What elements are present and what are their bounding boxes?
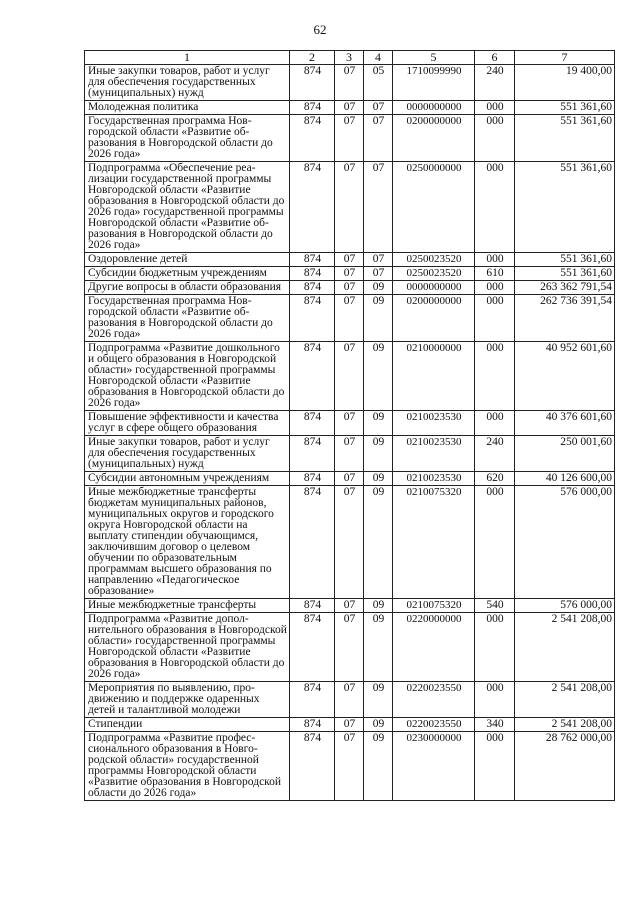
header-col-3: 3 [335,51,364,65]
row-pr: 09 [364,295,393,342]
row-ved: 874 [290,472,335,486]
row-vr: 240 [475,436,515,472]
row-ved: 874 [290,342,335,411]
table-row [85,253,615,267]
header-col-2: 2 [290,51,335,65]
table-row [85,613,615,682]
row-ved: 874 [290,267,335,281]
row-ved: 874 [290,613,335,682]
row-csr: 0000000000 [393,281,475,295]
row-vr: 540 [475,599,515,613]
row-sum: 551 361,60 [515,267,615,281]
row-pr: 05 [364,65,393,101]
table-row [85,718,615,732]
row-ved: 874 [290,599,335,613]
row-sum: 2 541 208,00 [515,613,615,682]
header-col-5: 5 [393,51,475,65]
row-sum: 40 952 601,60 [515,342,615,411]
row-sum: 576 000,00 [515,486,615,599]
row-ved: 874 [290,411,335,436]
row-csr: 0210075320 [393,486,475,599]
row-csr: 0250000000 [393,162,475,253]
row-sum: 551 361,60 [515,115,615,162]
row-pr: 09 [364,486,393,599]
row-sum: 250 001,60 [515,436,615,472]
table-row [85,295,615,342]
row-vr: 610 [475,267,515,281]
header-row [85,51,615,65]
row-ved: 874 [290,436,335,472]
table-row [85,342,615,411]
table-row [85,281,615,295]
table-row [85,599,615,613]
row-name: Подпрограмма «Развитие дополнительного образования в Новгородской области» государственной программы Новгородской области «Развитие образования в Новгородской области до 2026 года» [85,613,290,682]
row-csr: 0220000000 [393,613,475,682]
row-vr: 000 [475,101,515,115]
row-rz: 07 [335,342,364,411]
row-pr: 09 [364,613,393,682]
row-csr: 0250023520 [393,267,475,281]
row-pr: 09 [364,342,393,411]
row-csr: 0000000000 [393,101,475,115]
header-col-6: 6 [475,51,515,65]
row-name: Другие вопросы в области образования [85,281,290,295]
row-vr: 000 [475,281,515,295]
row-pr: 09 [364,732,393,801]
row-rz: 07 [335,65,364,101]
row-name: Субсидии автономным учреждениям [85,472,290,486]
row-rz: 07 [335,281,364,295]
row-rz: 07 [335,613,364,682]
row-csr: 0220023550 [393,718,475,732]
row-csr: 0220023550 [393,682,475,718]
row-csr: 0210000000 [393,342,475,411]
table-row [85,162,615,253]
row-name: Иные закупки товаров, работ и услуг для обеспечения государственных (муниципальных) нужд [85,436,290,472]
row-sum: 263 362 791,54 [515,281,615,295]
row-ved: 874 [290,682,335,718]
row-ved: 874 [290,718,335,732]
row-csr: 0210075320 [393,599,475,613]
table-row [85,732,615,801]
row-rz: 07 [335,115,364,162]
table-row [85,682,615,718]
row-pr: 07 [364,162,393,253]
row-name: Мероприятия по выявлению, продвижению и поддержке одаренных детей и талантливой молодежи [85,682,290,718]
header-col-7: 7 [515,51,615,65]
row-csr: 0210023530 [393,436,475,472]
row-vr: 000 [475,486,515,599]
table-row [85,65,615,101]
table-row [85,472,615,486]
row-name: Оздоровление детей [85,253,290,267]
row-sum: 40 126 600,00 [515,472,615,486]
row-rz: 07 [335,162,364,253]
table-row [85,486,615,599]
row-name: Молодежная политика [85,101,290,115]
row-vr: 000 [475,682,515,718]
row-name: Подпрограмма «Развитие дошкольного и общего образования в Новгородской области» государственной программы Новгородской области «Развитие образования в Новгородской области до 2026 года» [85,342,290,411]
row-pr: 09 [364,682,393,718]
row-csr: 1710099990 [393,65,475,101]
row-rz: 07 [335,436,364,472]
row-rz: 07 [335,732,364,801]
row-ved: 874 [290,295,335,342]
row-name: Подпрограмма «Развитие профессионального образования в Новгородской области» государственной программы Новгородской области «Развитие образования в Новгородской области до 2026 года» [85,732,290,801]
row-vr: 000 [475,342,515,411]
row-name: Иные межбюджетные трансферты бюджетам муниципальных районов, муниципальных округов и городского округа Новгородской области на выплату стипендии обучающимся, заключившим договор о целевом обучении по образовательным программам высшего образования по направлению «Педагогическое образование» [85,486,290,599]
row-rz: 07 [335,682,364,718]
row-pr: 09 [364,411,393,436]
row-name: Государственная программа Новгородской области «Развитие образования в Новгородской области до 2026 года» [85,115,290,162]
row-vr: 000 [475,295,515,342]
header-col-4: 4 [364,51,393,65]
row-ved: 874 [290,101,335,115]
row-name: Повышение эффективности и качества услуг в сфере общего образования [85,411,290,436]
row-pr: 09 [364,281,393,295]
table-row [85,411,615,436]
row-sum: 28 762 000,00 [515,732,615,801]
row-sum: 2 541 208,00 [515,718,615,732]
table-row [85,101,615,115]
row-rz: 07 [335,267,364,281]
row-csr: 0230000000 [393,732,475,801]
row-vr: 340 [475,718,515,732]
row-rz: 07 [335,411,364,436]
row-name: Стипендии [85,718,290,732]
row-vr: 000 [475,115,515,162]
row-vr: 000 [475,253,515,267]
row-vr: 620 [475,472,515,486]
row-vr: 000 [475,411,515,436]
row-rz: 07 [335,101,364,115]
row-csr: 0200000000 [393,115,475,162]
table-body [85,65,615,801]
row-csr: 0210023530 [393,411,475,436]
row-sum: 551 361,60 [515,162,615,253]
row-rz: 07 [335,718,364,732]
row-name: Иные закупки товаров, работ и услуг для обеспечения государственных (муниципальных) нужд [85,65,290,101]
row-rz: 07 [335,486,364,599]
row-rz: 07 [335,295,364,342]
budget-table [84,50,615,801]
row-pr: 07 [364,101,393,115]
row-vr: 240 [475,65,515,101]
row-name: Субсидии бюджетным учреждениям [85,267,290,281]
row-name: Иные межбюджетные трансферты [85,599,290,613]
row-sum: 40 376 601,60 [515,411,615,436]
row-csr: 0210023530 [393,472,475,486]
row-ved: 874 [290,281,335,295]
row-rz: 07 [335,599,364,613]
row-rz: 07 [335,472,364,486]
row-ved: 874 [290,162,335,253]
row-ved: 874 [290,65,335,101]
row-sum: 551 361,60 [515,253,615,267]
row-sum: 262 736 391,54 [515,295,615,342]
row-ved: 874 [290,253,335,267]
row-ved: 874 [290,486,335,599]
row-pr: 07 [364,115,393,162]
row-vr: 000 [475,162,515,253]
page-number: 62 [313,22,327,37]
row-name: Государственная программа Новгородской области «Развитие образования в Новгородской области до 2026 года» [85,295,290,342]
header-col-1: 1 [85,51,290,65]
row-name: Подпрограмма «Обеспечение реализации государственной программы Новгородской области «Развитие образования в Новгородской области до 2026 года» государственной программы Новгородской области «Развитие образования в Новгородской области до 2026 года» [85,162,290,253]
row-ved: 874 [290,115,335,162]
row-sum: 19 400,00 [515,65,615,101]
row-sum: 576 000,00 [515,599,615,613]
row-vr: 000 [475,613,515,682]
row-sum: 2 541 208,00 [515,682,615,718]
row-pr: 09 [364,436,393,472]
row-csr: 0250023520 [393,253,475,267]
row-ved: 874 [290,732,335,801]
row-csr: 0200000000 [393,295,475,342]
row-pr: 07 [364,253,393,267]
row-rz: 07 [335,253,364,267]
table-row [85,115,615,162]
row-pr: 09 [364,599,393,613]
table-row [85,267,615,281]
row-sum: 551 361,60 [515,101,615,115]
table-row [85,436,615,472]
row-pr: 07 [364,267,393,281]
row-vr: 000 [475,732,515,801]
row-pr: 09 [364,472,393,486]
row-pr: 09 [364,718,393,732]
